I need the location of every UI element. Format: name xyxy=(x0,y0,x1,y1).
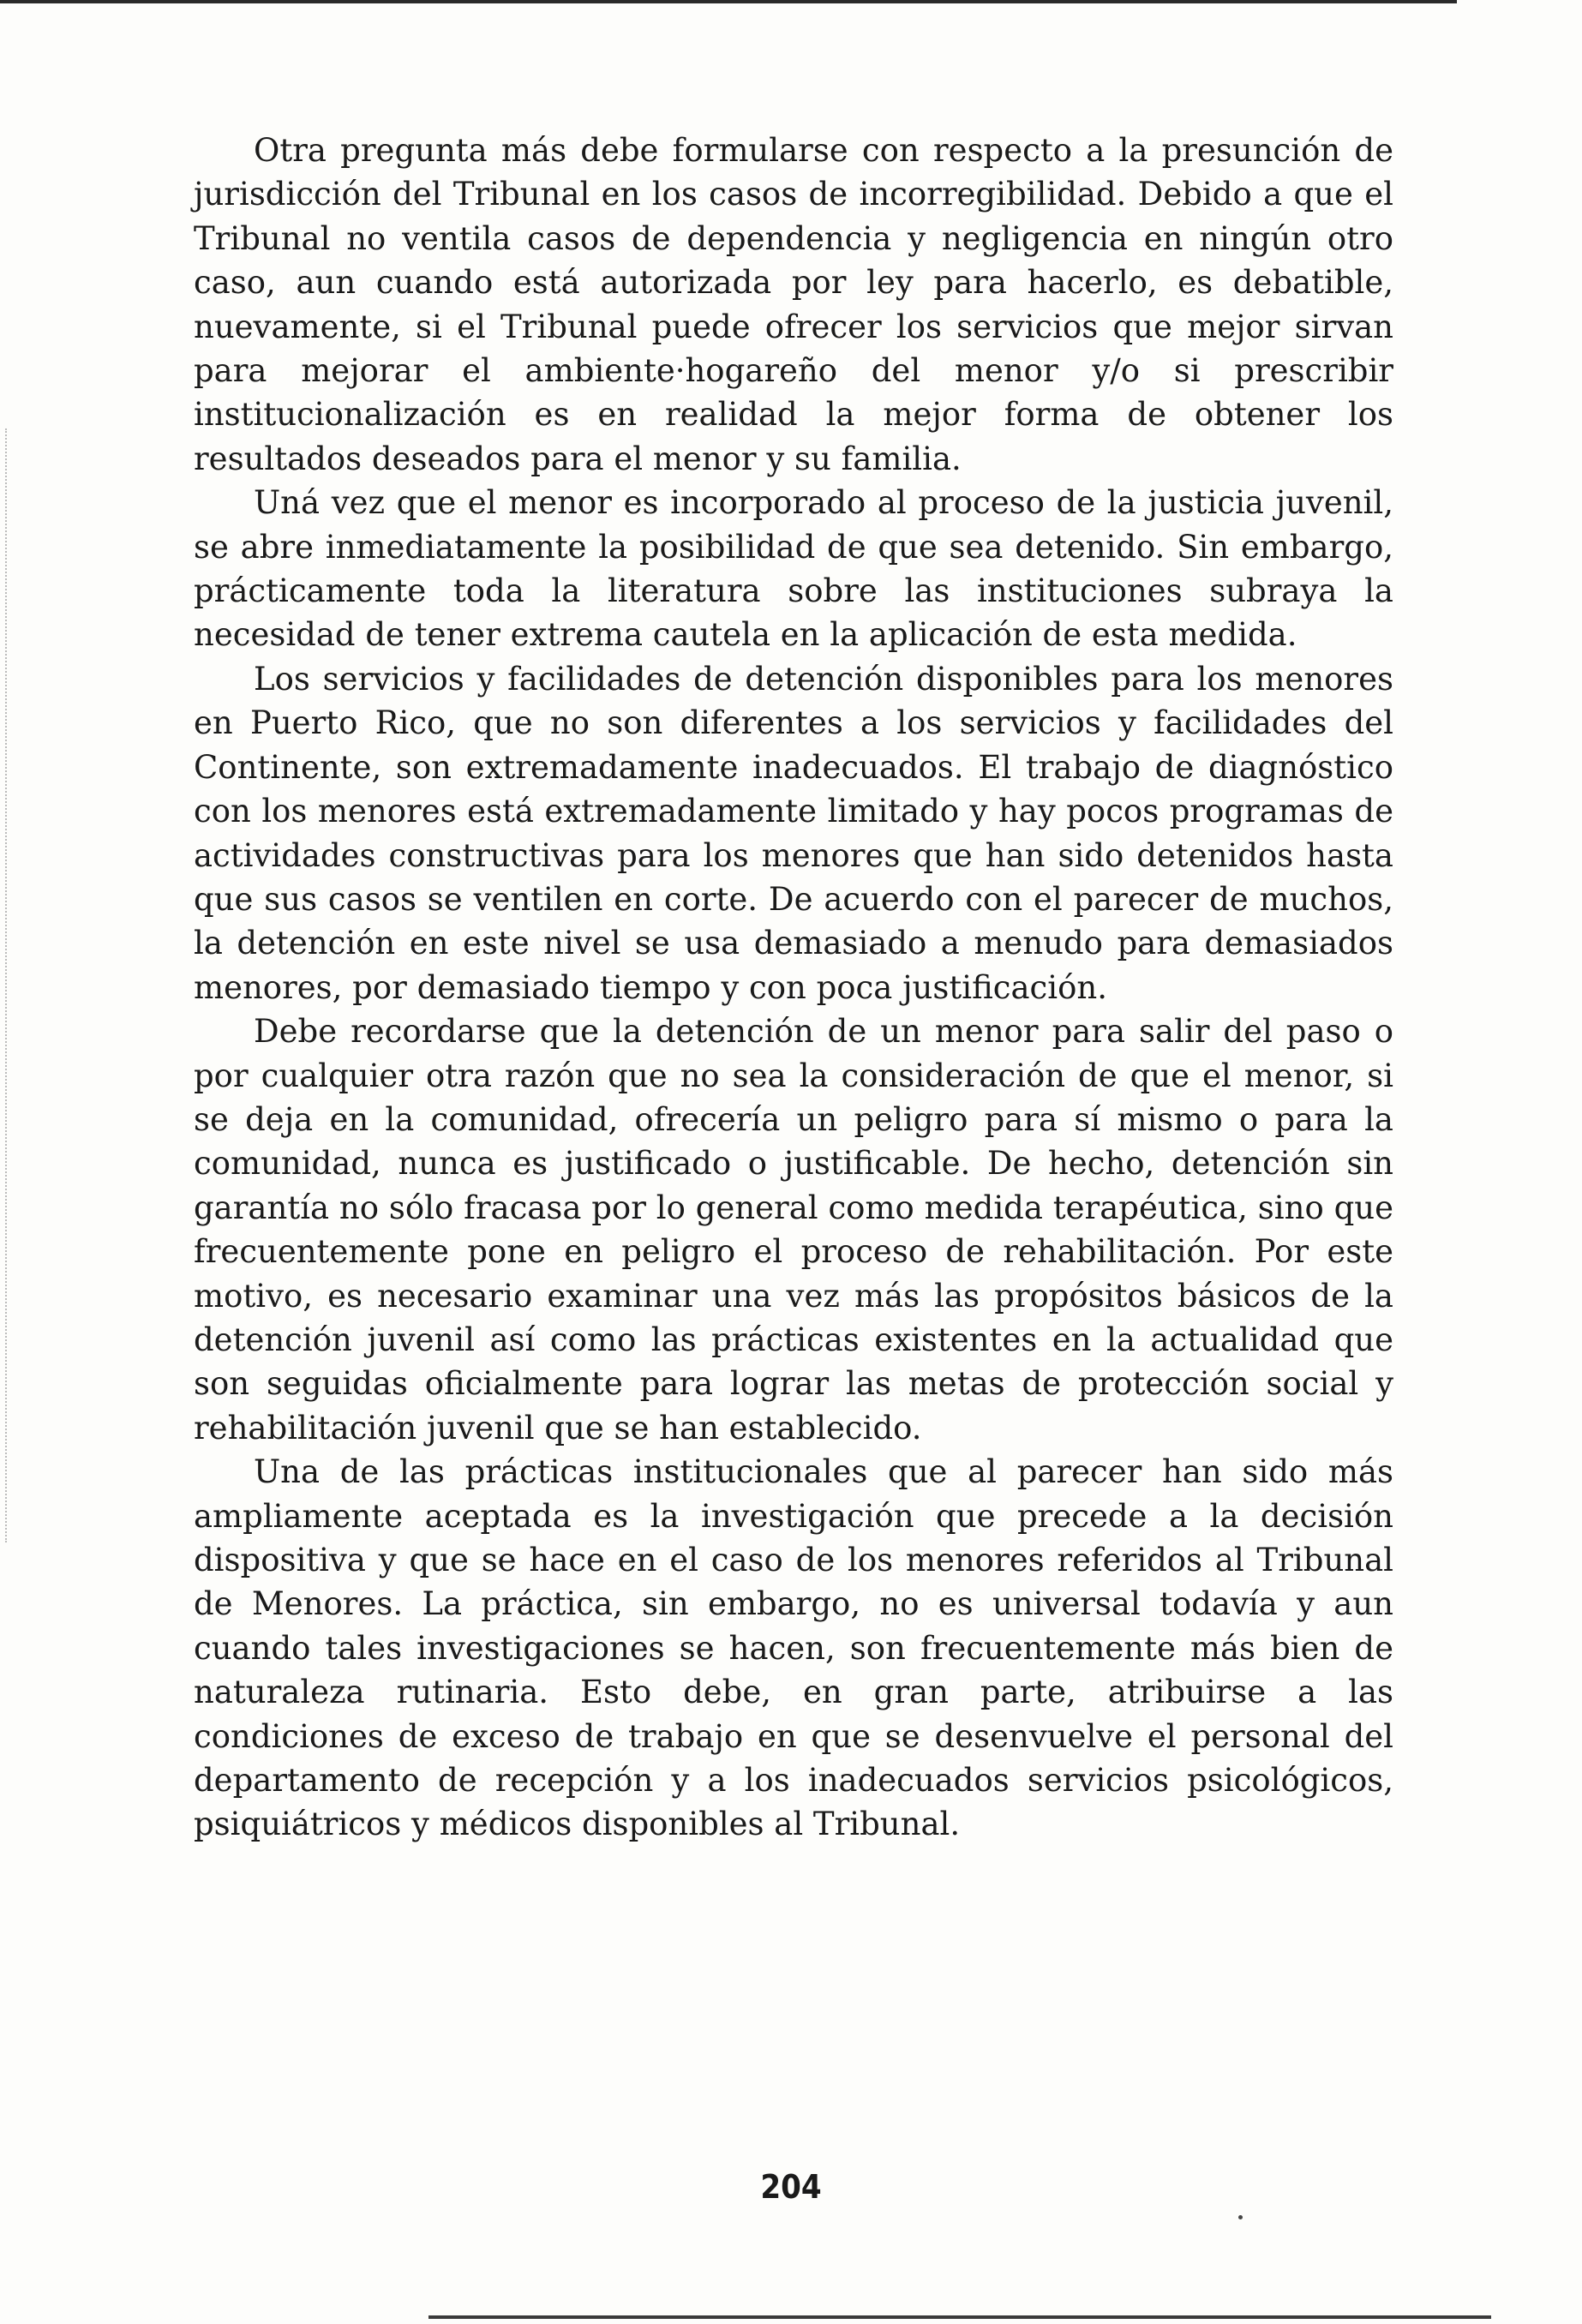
paragraph-3: Los servicios y facilidades de detención disponibles para los menores en Puerto Rico, que no son diferentes a los servicios y facilidades del Continente, son extremadamente inadecuados. El trabajo de diagnóstico con los menores está extremadamente limitado y hay pocos programas de actividades constructivas para los menores que han sido detenidos hasta que sus casos se ventilen en corte. De acuerdo con el parecer de muchos, la detención en este nivel se usa demasiado a menudo para demasiados menores, por demasiado tiempo y con poca justificación. xyxy=(194,660,1393,1006)
paragraph-4: Debe recordarse que la detención de un menor para salir del paso o por cualquier otra razón que no sea la consideración de que el menor, si se deja en la comunidad, ofrecería un peligro para sí mismo o para la comunidad, nunca es justificado o justificable. De hecho, detención sin garantía no sólo fracasa por lo general como medida terapéutica, sino que frecuentemente pone en peligro el proceso de rehabilitación. Por este motivo, es necesario examinar una vez más las propósitos básicos de la detención juvenil así como las prácticas existentes en la actualidad que son seguidas oficialmente para lograr las metas de protección social y rehabilitación juvenil que se han establecido. xyxy=(194,1013,1393,1447)
top-border-line xyxy=(0,0,1457,3)
scan-speck xyxy=(1238,2215,1243,2219)
paragraph-2: Uná vez que el menor es incorporado al proceso de la justicia juvenil, se abre inmediatamente la posibilidad de que sea detenido. Sin embargo, prácticamente toda la literatura sobre las instituciones subraya la necesidad de tener extrema cautela en la aplicación de esta medida. xyxy=(194,484,1393,654)
paragraph-5: Una de las prácticas institucionales que al parecer han sido más ampliamente aceptada es la investigación que precede a la decisión dispositiva y que se hace en el caso de los menores referidos al Tribunal de Menores. La práctica, sin embargo, no es universal todavía y aun cuando tales investigaciones se hacen, son frecuentemente más bien de naturaleza rutinaria. Esto debe, en gran parte, atribuirse a las condiciones de exceso de trabajo en que se desenvuelve el personal del departamento de recepción y a los inadecuados servicios psicológicos, psiquiátricos y médicos disponibles al Tribunal. xyxy=(194,1453,1393,1843)
bottom-border-line xyxy=(428,2315,1491,2319)
body-text xyxy=(194,129,1393,1847)
paragraph-1: Otra pregunta más debe formularse con respecto a la presunción de jurisdicción del Tribunal en los casos de incorregibilidad. Debido a que el Tribunal no ventila casos de dependencia y negligencia en ningún otro caso, aun cuando está autorizada por ley para hacerlo, es debatible, nuevamente, si el Tribunal puede ofrecer los servicios que mejor sirvan para mejorar el ambiente·hogareño del menor y/o si prescribir institucionalización es en realidad la mejor forma de obtener los resultados deseados para el menor y su familia. xyxy=(194,132,1393,477)
left-margin-scan-marks xyxy=(5,428,9,1542)
page-number: 204 xyxy=(760,2168,822,2206)
